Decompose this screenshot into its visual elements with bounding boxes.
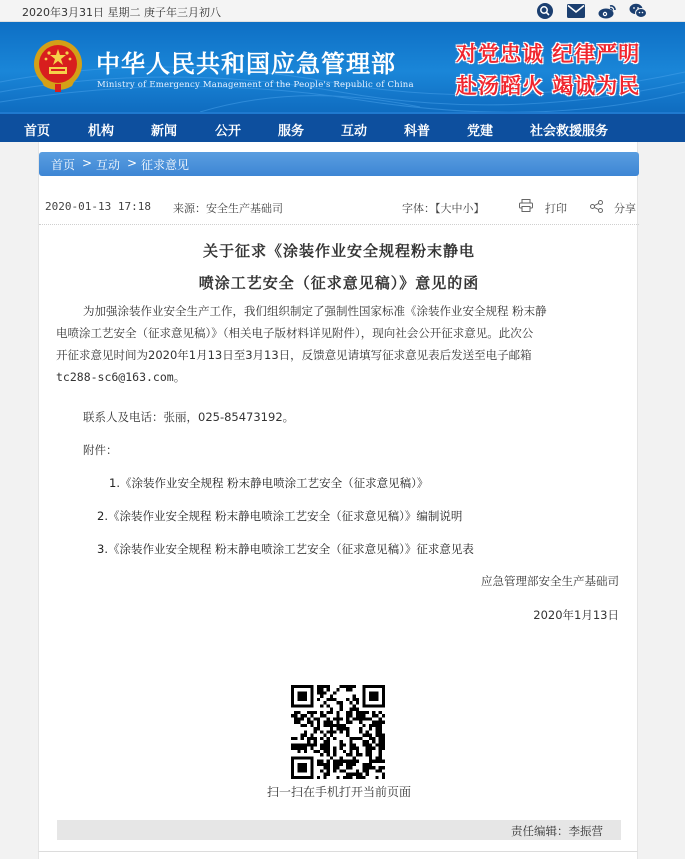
article-source: 来源：安全生产基础司 [173, 202, 283, 215]
main-nav [0, 112, 685, 142]
attachment-link-1[interactable]: 1.《涂装作业安全规程 粉末静电喷涂工艺安全（征求意见稿）》 [109, 476, 429, 490]
nav-item-party[interactable]: 党建 [467, 124, 494, 139]
attachment-link-2[interactable]: 2.《涂装作业安全规程 粉末静电喷涂工艺安全（征求意见稿）》编制说明 [97, 509, 463, 523]
site-title[interactable]: 中华人民共和国应急管理部 [96, 50, 396, 78]
search-icon[interactable] [536, 2, 554, 20]
print-button[interactable]: 打印 [545, 202, 567, 215]
nav-item-rescue-services[interactable]: 社会救援服务 [530, 124, 609, 139]
publish-datetime: 2020-01-13 17:18 [45, 200, 151, 213]
nav-item-interaction[interactable]: 互动 [341, 124, 368, 139]
top-utility-bar [0, 0, 685, 22]
nav-item-news[interactable]: 新闻 [151, 124, 178, 139]
breadcrumb-separator: > [127, 156, 138, 170]
breadcrumb-section[interactable]: 互动 [96, 158, 121, 172]
article-title-line-1: 关于征求《涂装作业安全规程粉末静电 [202, 242, 475, 260]
content-panel [38, 142, 638, 859]
print-icon[interactable] [519, 199, 533, 215]
top-icons [536, 2, 647, 20]
qr-caption: 扫一扫在手机打开当前页面 [266, 785, 411, 799]
breadcrumb-separator: > [82, 156, 93, 170]
mail-icon[interactable] [567, 2, 585, 20]
slogan-line-1: 对党忠诚 纪律严明 [456, 41, 641, 66]
nav-item-home[interactable]: 首页 [24, 124, 51, 139]
share-button[interactable]: 分享 [614, 202, 636, 215]
article-paragraph-line: 电喷涂工艺安全（征求意见稿）》（相关电子版材料详见附件），现向社会公开征求意见。此次公 [56, 326, 534, 340]
slogan-line-2: 赴汤蹈火 竭诚为民 [456, 73, 641, 98]
qr-code [291, 685, 385, 779]
signature-department: 应急管理部安全生产基础司 [481, 574, 619, 588]
signature-date: 2020年1月13日 [533, 608, 619, 622]
weibo-icon[interactable] [598, 2, 616, 20]
responsible-editor: 责任编辑：李振营 [511, 824, 603, 838]
article-title-line-2: 喷涂工艺安全（征求意见稿）》意见的函 [198, 274, 480, 292]
article-paragraph-line: 开征求意见时间为2020年1月13日至3月13日，反馈意见请填写征求意见表后发送至电子邮箱 [56, 348, 532, 362]
editor-bar [57, 820, 621, 840]
wechat-icon[interactable] [629, 2, 647, 20]
attachment-link-3[interactable]: 3.《涂装作业安全规程 粉末静电喷涂工艺安全（征求意见稿）》征求意见表 [97, 542, 474, 556]
nav-item-organization[interactable]: 机构 [88, 124, 115, 139]
contact-email[interactable]: tc288-sc6@163.com。 [56, 370, 186, 384]
nav-item-services[interactable]: 服务 [278, 124, 305, 139]
breadcrumb-home[interactable]: 首页 [51, 158, 76, 172]
font-size-selector[interactable]: 字体：【大中小】 [402, 202, 485, 215]
nav-item-public[interactable]: 公开 [215, 124, 242, 139]
meta-divider [39, 224, 639, 225]
article-paragraph-line: 为加强涂装作业安全生产工作，我们组织制定了强制性国家标准《涂装作业安全规程 粉末静 [83, 304, 547, 318]
breadcrumb-current[interactable]: 征求意见 [141, 158, 190, 172]
site-header [0, 22, 685, 112]
nav-item-science[interactable]: 科普 [404, 124, 431, 139]
breadcrumb [39, 152, 639, 176]
next-section-edge [38, 851, 638, 859]
share-icon[interactable] [590, 200, 603, 216]
attachments-label: 附件： [83, 443, 118, 457]
site-title-english: Ministry of Emergency Management of the People's Republic of China [97, 80, 414, 90]
contact-info: 联系人及电话：张丽，025-85473192。 [83, 410, 295, 424]
national-emblem-icon [32, 38, 84, 94]
current-date: 2020年3月31日 星期二 庚子年三月初八 [22, 6, 221, 19]
